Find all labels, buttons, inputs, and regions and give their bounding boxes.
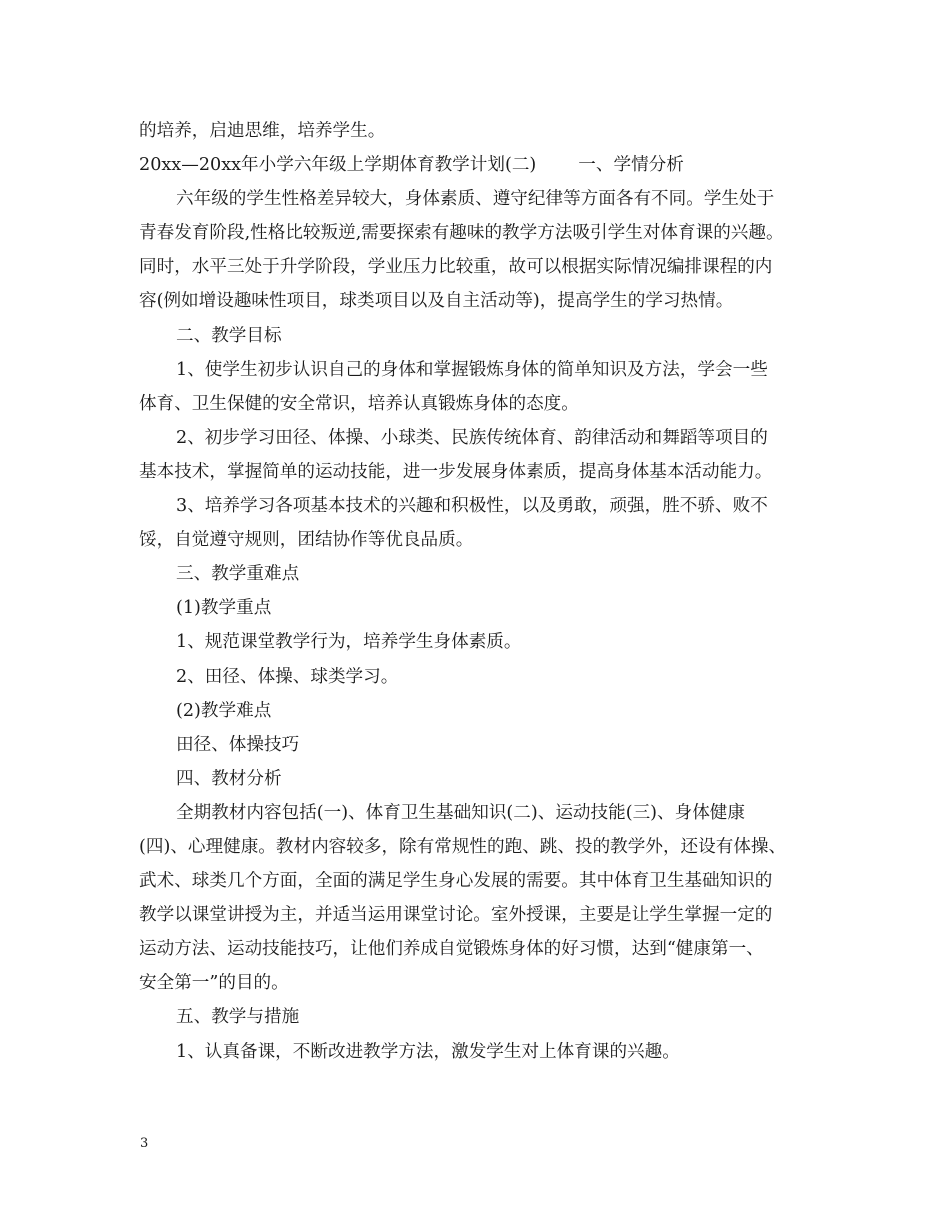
paragraph-line: 武术、球类几个方面，全面的满足学生身心发展的需要。其中体育卫生基础知识的: [139, 871, 773, 892]
plan-title: 20xx—20xx年小学六年级上学期体育教学计划(二): [139, 155, 537, 176]
subheading: (2)教学难点: [176, 700, 272, 721]
paragraph-line: 体育、卫生保健的安全常识，培养认真锻炼身体的态度。: [139, 393, 579, 414]
list-item: 2、田径、体操、球类学习。: [176, 666, 399, 687]
subheading: (1)教学重点: [176, 598, 272, 619]
list-item: 1、认真备课，不断改进教学方法，激发学生对上体育课的兴趣。: [176, 1041, 680, 1062]
paragraph-line: 六年级的学生性格差异较大，身体素质、遵守纪律等方面各有不同。学生处于: [176, 189, 775, 210]
paragraph-line: 运动方法、运动技能技巧，让他们养成自觉锻炼身体的好习惯，达到“健康第一、: [139, 939, 764, 960]
paragraph-line: 同时，水平三处于升学阶段，学业压力比较重，故可以根据实际情况编排课程的内: [139, 257, 773, 278]
section-heading-1: 一、学情分析: [578, 155, 684, 176]
plan-title-line: [139, 148, 819, 182]
paragraph-line: (四)、心理健康。教材内容较多，除有常规性的跑、跳、投的教学外，还设有体操、: [139, 836, 787, 857]
paragraph-line: 2、初步学习田径、体操、小球类、民族传统体育、韵律活动和舞蹈等项目的: [176, 427, 768, 448]
document-body: [139, 114, 819, 1069]
paragraph-line: 安全第一”的目的。: [139, 973, 289, 994]
paragraph-line: 容(例如增设趣味性项目，球类项目以及自主活动等)，提高学生的学习热情。: [139, 291, 734, 312]
paragraph-line: 3、培养学习各项基本技术的兴趣和积极性，以及勇敢，顽强，胜不骄、败不: [176, 496, 768, 517]
section-heading-5: 五、教学与措施: [176, 1007, 300, 1028]
paragraph-line: 馁，自觉遵守规则，团结协作等优良品质。: [139, 530, 474, 551]
section-heading-4: 四、教材分析: [176, 768, 282, 789]
section-heading-3: 三、教学重难点: [176, 564, 300, 585]
page-number: 3: [140, 1136, 149, 1151]
paragraph-line: 青春发育阶段,性格比较叛逆,需要探索有趣味的教学方法吸引学生对体育课的兴趣。: [139, 223, 784, 244]
text-line: 的培养，启迪思维，培养学生。: [139, 121, 386, 141]
paragraph-line: 教学以课堂讲授为主，并适当运用课堂讨论。室外授课，主要是让学生掌握一定的: [139, 905, 773, 926]
list-item: 田径、体操技巧: [176, 734, 300, 755]
list-item: 1、规范课堂教学行为，培养学生身体素质。: [176, 632, 522, 653]
paragraph-line: 全期教材内容包括(一)、体育卫生基础知识(二)、运动技能(三)、身体健康: [176, 802, 745, 823]
paragraph-line: 1、使学生初步认识自己的身体和掌握锻炼身体的简单知识及方法，学会一些: [176, 359, 768, 380]
paragraph-line: 基本技术，掌握简单的运动技能，进一步发展身体素质，提高身体基本活动能力。: [139, 461, 773, 482]
section-heading-2: 二、教学目标: [176, 325, 282, 346]
